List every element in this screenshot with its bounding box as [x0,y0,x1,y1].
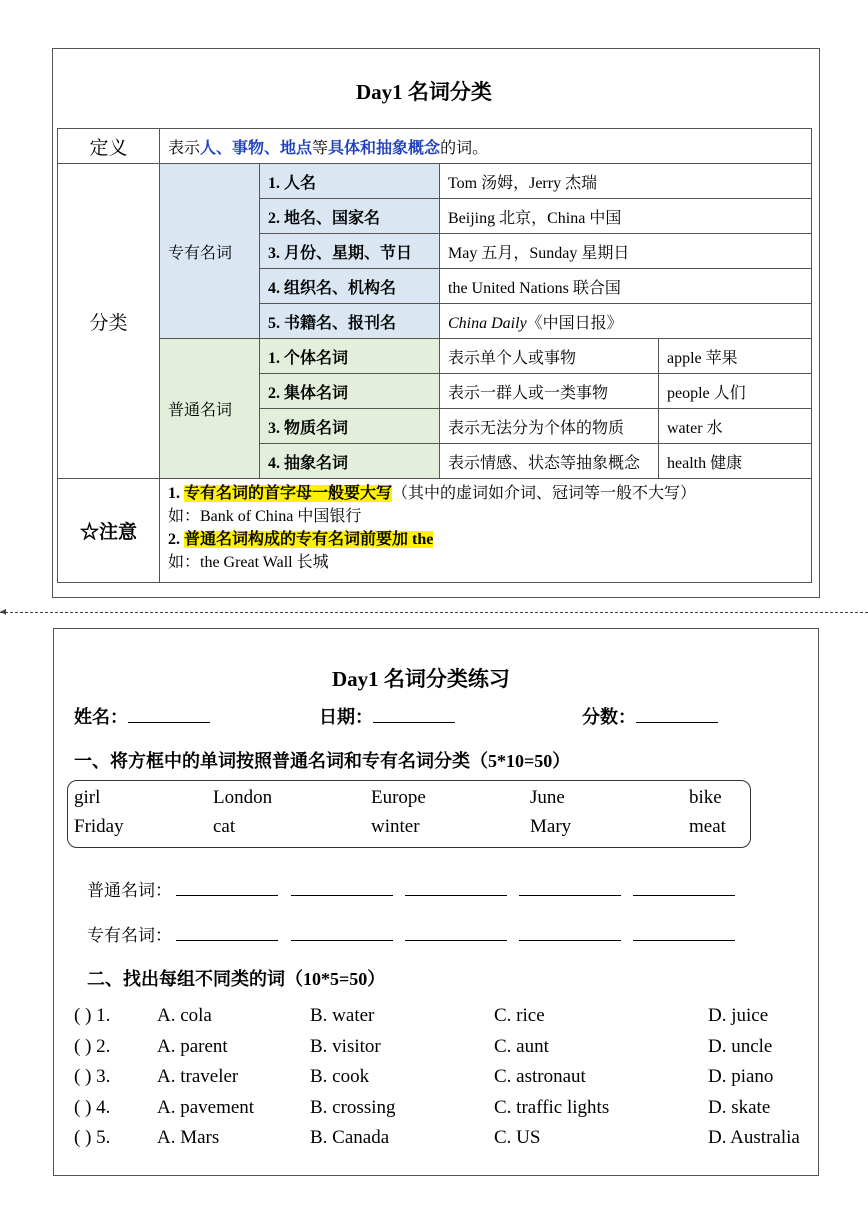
option-a: A. traveler [157,1066,239,1087]
common-desc: 表示单个人或事物 [440,339,659,374]
common-example: health 健康 [659,444,812,479]
date-field [319,703,455,729]
note-text: （其中的虚词如介词、冠词等一般不大写） [392,485,697,502]
word: Friday [74,816,124,837]
option-d: D. Australia [708,1127,800,1148]
definition-highlight: 人、事物、地点 [200,139,313,157]
answer-blank[interactable] [291,940,393,941]
grammar-title: Day1 名词分类 [356,80,492,104]
proper-example: Tom 汤姆，Jerry 杰瑞 [440,164,812,199]
name-blank[interactable] [128,722,210,723]
answer-blank[interactable] [176,895,278,896]
option-a: A. Mars [157,1127,220,1148]
definition-label: 定义 [58,129,160,164]
definition-text [160,129,812,164]
proper-noun-answer-row [87,921,735,946]
proper-example-rest: 《中国日报》 [526,314,623,332]
option-d: D. juice [708,1005,769,1026]
option-a: A. parent [157,1036,228,1057]
word: London [213,787,273,808]
proper-example-italic: China Daily [448,314,527,332]
name-field [74,703,210,729]
option-b: B. visitor [310,1036,381,1057]
notes-label: ☆注意 [58,479,160,583]
section-two-heading: 二、找出每组不同类的词（10*5=50） [87,969,386,989]
proper-example: May 五月，Sunday 星期日 [440,234,812,269]
score-field [582,703,718,729]
proper-item: 5. 书籍名、报刊名 [260,304,440,339]
worksheet-card [53,628,819,1176]
note-number: 1. [168,485,180,502]
word: June [530,787,565,808]
definition-part: 表示 [168,139,201,157]
common-item: 4. 抽象名词 [260,444,440,479]
option-c: C. astronaut [494,1066,586,1087]
date-label: 日期： [319,707,373,727]
option-c: C. traffic lights [494,1097,610,1118]
common-noun-label: 普通名词 [160,339,260,479]
option-b: B. cook [310,1066,370,1087]
option-a: A. cola [157,1005,212,1026]
word: meat [689,816,726,837]
common-example: people 人们 [659,374,812,409]
question-number[interactable]: ( ) 5. [74,1127,111,1148]
question-number[interactable]: ( ) 4. [74,1097,111,1118]
classification-label: 分类 [58,164,160,479]
definition-part: 的词。 [440,139,489,157]
option-a: A. pavement [157,1097,255,1118]
section-one-heading: 一、将方框中的单词按照普通名词和专有名词分类（5*10=50） [74,751,571,771]
worksheet-title: Day1 名词分类练习 [332,667,510,691]
noun-classification-table [57,128,812,583]
proper-example: Beijing 北京，China 中国 [440,199,812,234]
score-blank[interactable] [636,722,718,723]
answer-blank[interactable] [519,940,621,941]
proper-item: 4. 组织名、机构名 [260,269,440,304]
proper-item: 2. 地名、国家名 [260,199,440,234]
option-d: D. piano [708,1066,774,1087]
option-c: C. rice [494,1005,545,1026]
score-label: 分数： [582,707,636,727]
common-noun-answer-label: 普通名词： [87,881,172,900]
answer-blank[interactable] [633,895,735,896]
proper-item: 1. 人名 [260,164,440,199]
option-d: D. skate [708,1097,771,1118]
answer-blank[interactable] [633,940,735,941]
common-desc: 表示无法分为个体的物质 [440,409,659,444]
option-b: B. Canada [310,1127,390,1148]
common-noun-answer-row [87,876,735,901]
definition-highlight: 具体和抽象概念 [328,139,441,157]
grammar-card [52,48,820,598]
question-number[interactable]: ( ) 3. [74,1066,111,1087]
word: Europe [371,787,426,808]
answer-blank[interactable] [519,895,621,896]
notes-content [160,479,812,583]
word: bike [689,787,722,808]
option-b: B. crossing [310,1097,396,1118]
proper-item: 3. 月份、星期、节日 [260,234,440,269]
option-b: B. water [310,1005,375,1026]
proper-example [440,304,812,339]
common-desc: 表示情感、状态等抽象概念 [440,444,659,479]
name-label: 姓名： [74,707,128,727]
date-blank[interactable] [373,722,455,723]
proper-noun-label: 专有名词 [160,164,260,339]
common-example: apple 苹果 [659,339,812,374]
option-c: C. US [494,1127,541,1148]
arrow-left-icon: ◂ [0,604,7,618]
question-number[interactable]: ( ) 1. [74,1005,111,1026]
answer-blank[interactable] [405,940,507,941]
word: cat [213,816,236,837]
option-d: D. uncle [708,1036,773,1057]
common-item: 2. 集体名词 [260,374,440,409]
question-number[interactable]: ( ) 2. [74,1036,111,1057]
answer-blank[interactable] [405,895,507,896]
word: winter [371,816,420,837]
word-box [67,780,751,848]
dashed-separator [0,612,868,613]
note-example: 如：Bank of China 中国银行 [168,508,362,525]
common-desc: 表示一群人或一类事物 [440,374,659,409]
answer-blank[interactable] [176,940,278,941]
note-example: 如：the Great Wall 长城 [168,554,329,571]
common-item: 1. 个体名词 [260,339,440,374]
note-highlight: 专有名词的首字母一般要大写 [184,485,393,502]
word: girl [74,787,101,808]
answer-blank[interactable] [291,895,393,896]
common-example: water 水 [659,409,812,444]
note-number: 2. [168,531,180,548]
word: Mary [530,816,572,837]
proper-noun-answer-label: 专有名词： [87,926,172,945]
common-item: 3. 物质名词 [260,409,440,444]
note-highlight: 普通名词构成的专有名词前要加 the [184,531,434,548]
proper-example: the United Nations 联合国 [440,269,812,304]
option-c: C. aunt [494,1036,549,1057]
definition-part: 等 [312,139,329,157]
